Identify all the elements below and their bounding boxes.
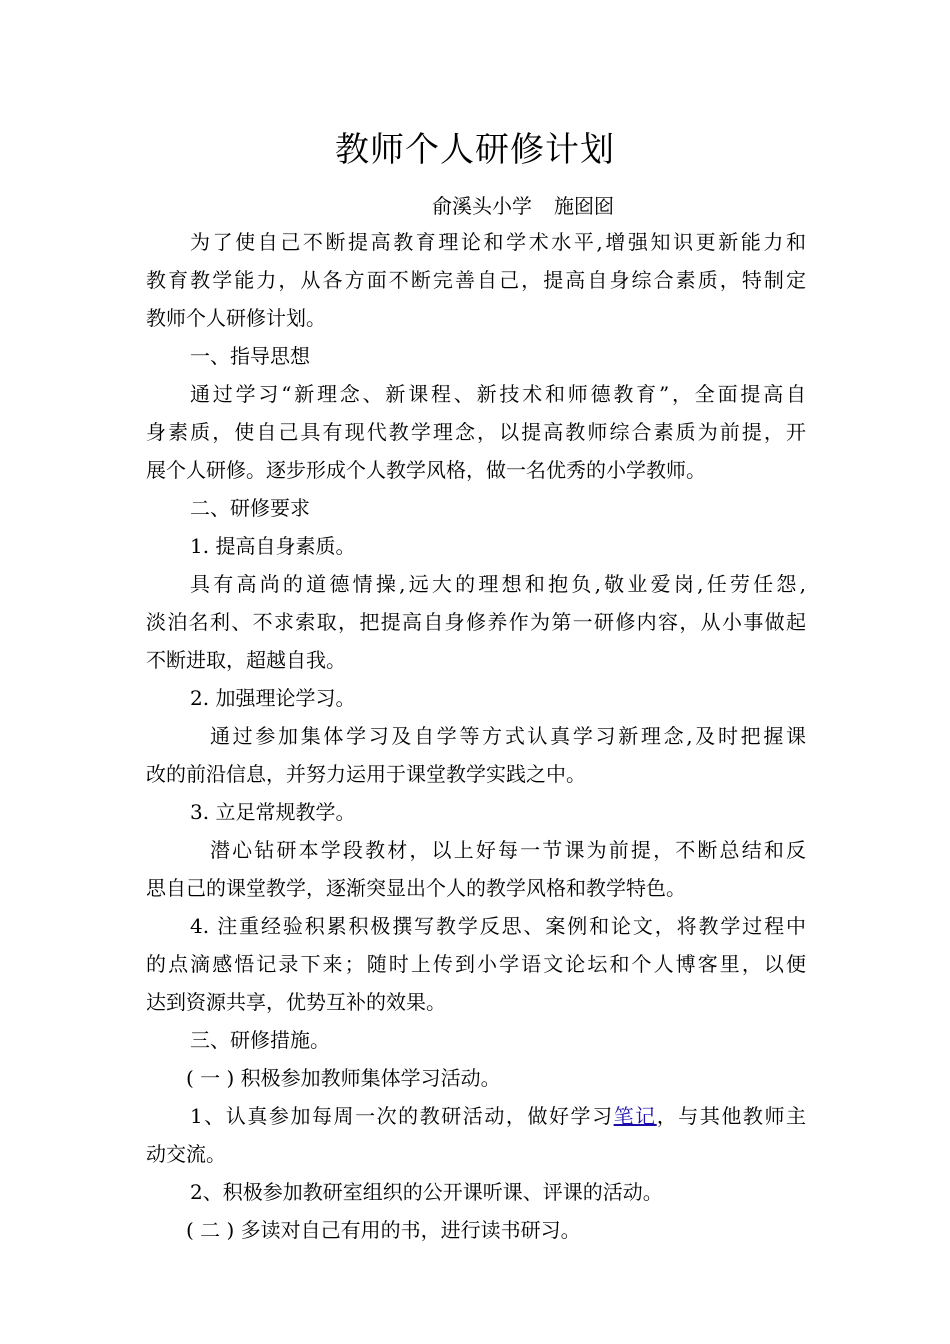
- subsection-heading: 2. 加强理论学习。: [190, 686, 356, 710]
- paragraph-line: 淡泊名利、不求索取，把提高自身修养作为第一研修内容，从小事做起: [146, 610, 806, 634]
- paragraph-line: 思自己的课堂教学，逐渐突显出个人的教学风格和教学特色。: [146, 876, 686, 900]
- paragraph-line: 达到资源共享，优势互补的效果。: [146, 990, 446, 1014]
- subsection-heading: 3. 立足常规教学。: [190, 800, 356, 824]
- paragraph-line: 的点滴感悟记录下来；随时上传到小学语文论坛和个人博客里，以便: [146, 952, 806, 976]
- author-school: 俞溪头小学: [432, 194, 532, 218]
- document-title: 教师个人研修计划: [335, 130, 615, 170]
- paragraph-line: 动交流。: [146, 1142, 226, 1166]
- paragraph-line: 展个人研修。逐步形成个人教学风格，做一名优秀的小学教师。: [146, 458, 706, 482]
- subsection-heading: 1. 提高自身素质。: [190, 534, 356, 558]
- subsection-heading: ( 二 ) 多读对自己有用的书，进行读书研习。: [186, 1218, 581, 1242]
- paragraph-line: 具有高尚的道德情操,远大的理想和抱负,敬业爱岗,任劳任怨,: [190, 572, 806, 596]
- notes-link[interactable]: 笔记: [613, 1104, 657, 1128]
- paragraph-line: 身素质，使自己具有现代教学理念，以提高教师综合素质为前提，开: [146, 420, 806, 444]
- paragraph-line: 2、积极参加教研室组织的公开课听课、评课的活动。: [190, 1180, 663, 1204]
- author-name: 施囵囵: [554, 194, 614, 218]
- author-line: [432, 190, 614, 222]
- paragraph-line: 为了使自己不断提高教育理论和学术水平,增强知识更新能力和: [190, 230, 806, 254]
- paragraph-line-with-link: [190, 1100, 806, 1132]
- paragraph-text: ，与其他教师主: [656, 1104, 807, 1128]
- paragraph-line: 4. 注重经验积累积极撰写教学反思、案例和论文，将教学过程中: [190, 914, 806, 938]
- paragraph-line: 通过学习“新理念、新课程、新技术和师德教育”，全面提高自: [190, 382, 806, 406]
- paragraph-line: 不断进取，超越自我。: [146, 648, 346, 672]
- paragraph-line: 教育教学能力，从各方面不断完善自己，提高自身综合素质，特制定: [146, 268, 806, 292]
- paragraph-text: 1、认真参加每周一次的教研活动，做好学习: [190, 1104, 614, 1128]
- section-heading: 三、研修措施。: [190, 1028, 330, 1052]
- paragraph-line: 潜心钻研本学段教材，以上好每一节课为前提，不断总结和反: [210, 838, 806, 862]
- subsection-heading: ( 一 ) 积极参加教师集体学习活动。: [186, 1066, 501, 1090]
- paragraph-line: 通过参加集体学习及自学等方式认真学习新理念,及时把握课: [210, 724, 806, 748]
- paragraph-line: 教师个人研修计划。: [146, 306, 326, 330]
- paragraph-line: 改的前沿信息，并努力运用于课堂教学实践之中。: [146, 762, 586, 786]
- section-heading: 二、研修要求: [190, 496, 310, 520]
- section-heading: 一、指导思想: [190, 344, 310, 368]
